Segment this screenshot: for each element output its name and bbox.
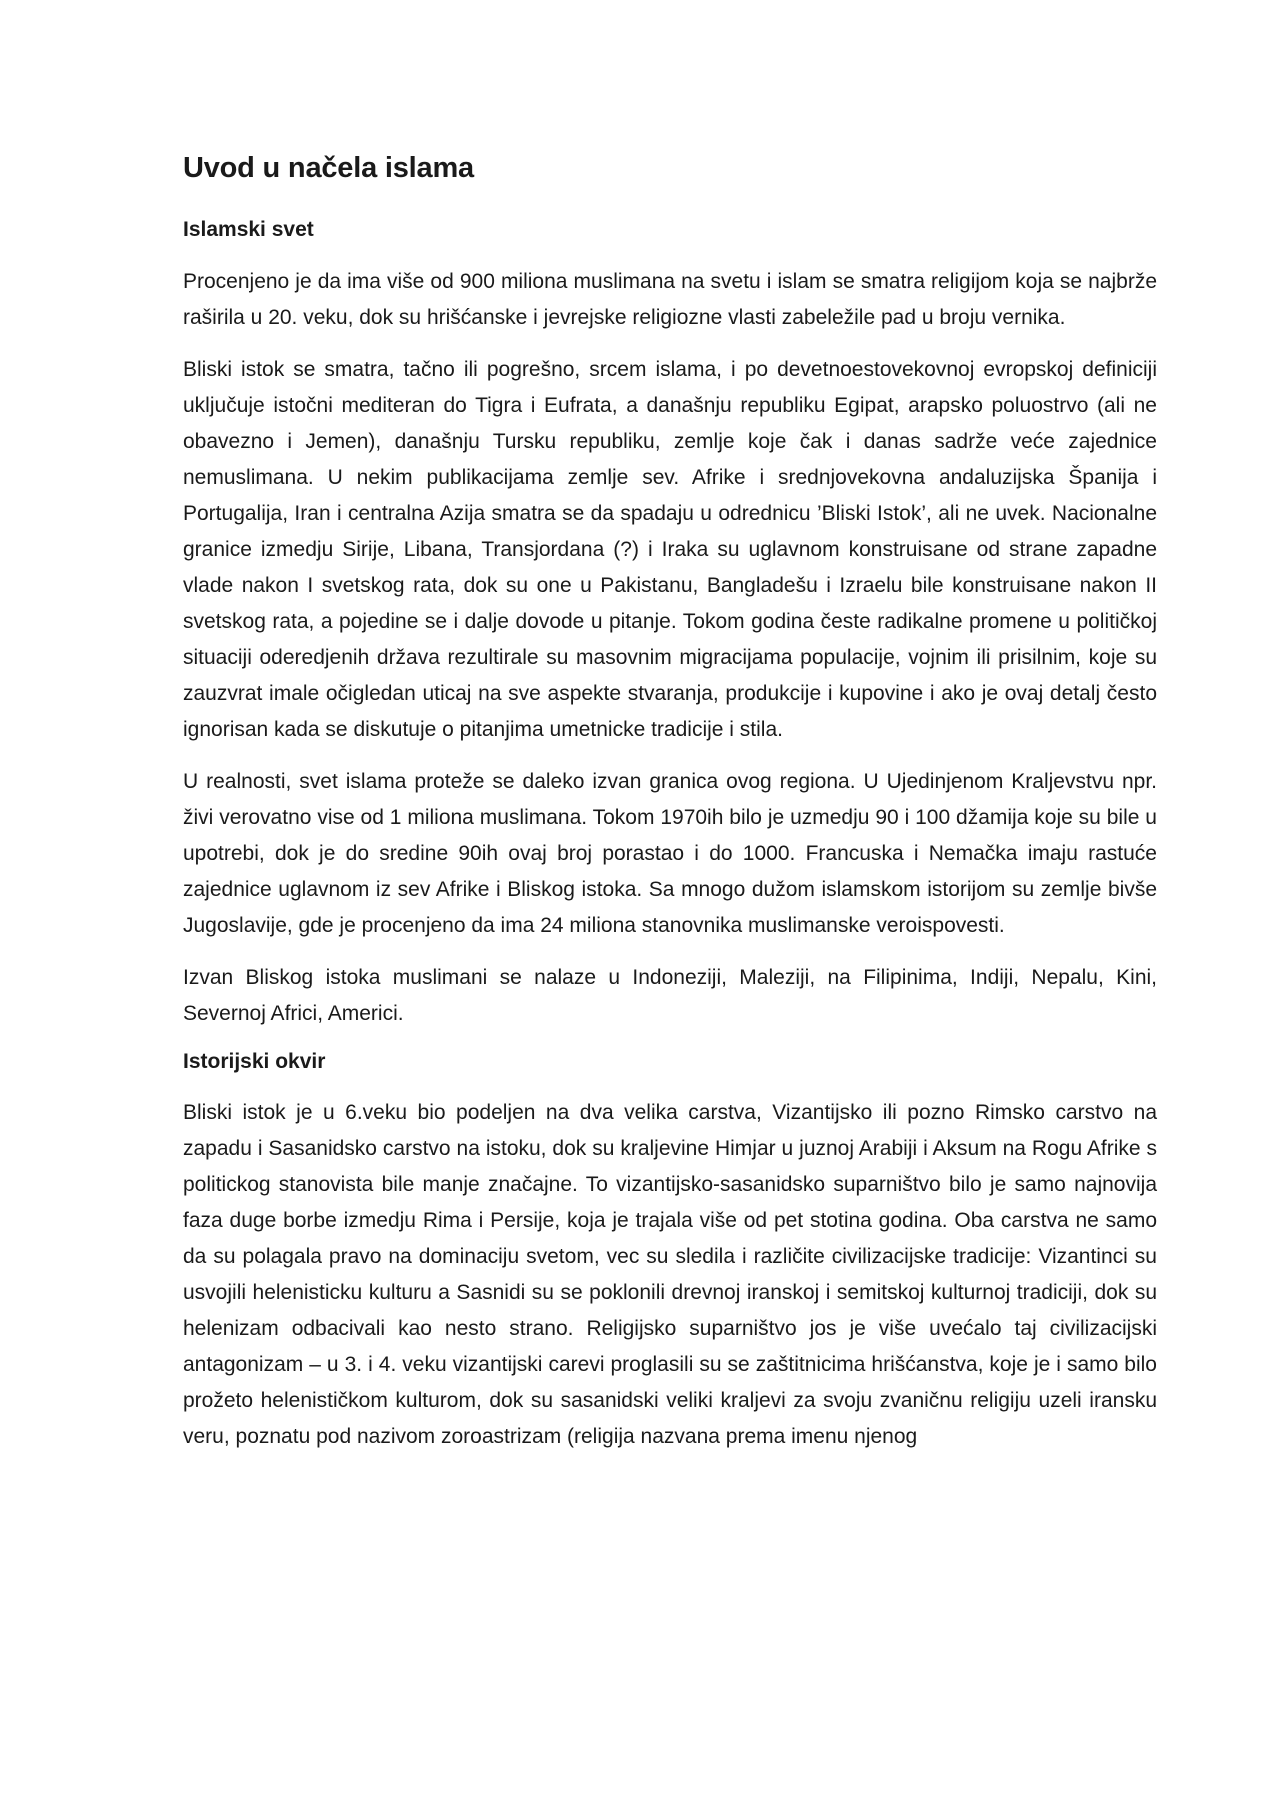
paragraph: Bliski istok se smatra, tačno ili pogrešno, srcem islama, i po devetnoestovekovnoj evropskoj definiciji uključuje istočni mediteran do Tigra i Eufrata, a današnju republiku Egipat, arapsko poluostrvo (ali ne obavezno i Jemen), današnju Tursku republiku, zemlje koje čak i danas sadrže veće zajednice nemuslimana. U nekim publikacijama zemlje sev. Afrike i srednjovekovna andaluzijska Španija i Portugalija, Iran i centralna Azija smatra se da spadaju u odrednicu ’Bliski Istok’, ali ne uvek. Nacionalne granice izmedju Sirije, Libana, Transjordana (?) i Iraka su uglavnom konstruisane od strane zapadne vlade nakon I svetskog rata, dok su one u Pakistanu, Bangladešu i Izraelu bile konstruisane nakon II svetskog rata, a pojedine se i dalje dovode u pitanje. Tokom godina česte radikalne promene u političkoj situaciji oderedjenih država rezultirale su masovnim migracijama populacije, vojnim ili prisilnim, koje su zauzvrat imale očigledan uticaj na sve aspekte stvaranja, produkcije i kupovine i ako je ovaj detalj često ignorisan kada se diskutuje o pitanjima umetnicke tradicije i stila. [183, 357, 1157, 741]
paragraph: Bliski istok je u 6.veku bio podeljen na dva velika carstva, Vizantijsko ili pozno Rimsko carstvo na zapadu i Sasanidsko carstvo na istoku, dok su kraljevine Himjar u juznoj Arabiji i Aksum na Rogu Afrike s politickog stanovista bile manje značajne. To vizantijsko-sasanidsko suparništvo bilo je samo najnovija faza duge borbe izmedju Rima i Persije, koja je trajala više od pet stotina godina. Oba carstva ne samo da su polagala pravo na dominaciju svetom, vec su sledila i različite civilizacijske tradicije: Vizantinci su usvojili helenisticku kulturu a Sasnidi su se poklonili drevnoj iranskoj i semitskoj kulturnoj tradiciji, dok su helenizam odbacivali kao nesto strano. Religijsko suparništvo jos je više uvećalo taj civilizacijski antagonizam – u 3. i 4. veku vizantijski carevi proglasili su se zaštitnicima hrišćanstva, koje je i samo bilo prožeto helenističkom kulturom, dok su sasanidski veliki kraljevi za svoju zvaničnu religiju uzeli iransku veru, poznatu pod nazivom zoroastrizam (religija nazvana prema imenu njenog [183, 1100, 1157, 1448]
section-heading: Istorijski okvir [183, 1049, 326, 1073]
paragraph: U realnosti, svet islama proteže se daleko izvan granica ovog regiona. U Ujedinjenom Kraljevstvu npr. živi verovatno vise od 1 miliona muslimana. Tokom 1970ih bilo je uzmedju 90 i 100 džamija koje su bile u upotrebi, dok je do sredine 90ih ovaj broj porastao i do 1000. Francuska i Nemačka imaju rastuće zajednice uglavnom iz sev Afrike i Bliskog istoka. Sa mnogo dužom islamskom istorijom su zemlje bivše Jugoslavije, gde je procenjeno da ima 24 miliona stanovnika muslimanske veroispovesti. [183, 769, 1157, 937]
section-istorijski-okvir [183, 1048, 1157, 1455]
paragraph: Izvan Bliskog istoka muslimani se nalaze u Indoneziji, Maleziji, na Filipinima, Indiji, Nepalu, Kini, Severnoj Africi, Americi. [183, 965, 1157, 1025]
section-islamski-svet [183, 216, 1157, 1031]
document-title: Uvod u načela islama [183, 152, 474, 184]
section-heading: Islamski svet [183, 218, 314, 242]
paragraph: Procenjeno je da ima više od 900 miliona muslimana na svetu i islam se smatra religijom koja se najbrže raširila u 20. veku, dok su hrišćanske i jevrejske religiozne vlasti zabeležile pad u broju vernika. [183, 269, 1157, 329]
document-page [183, 150, 1157, 1471]
